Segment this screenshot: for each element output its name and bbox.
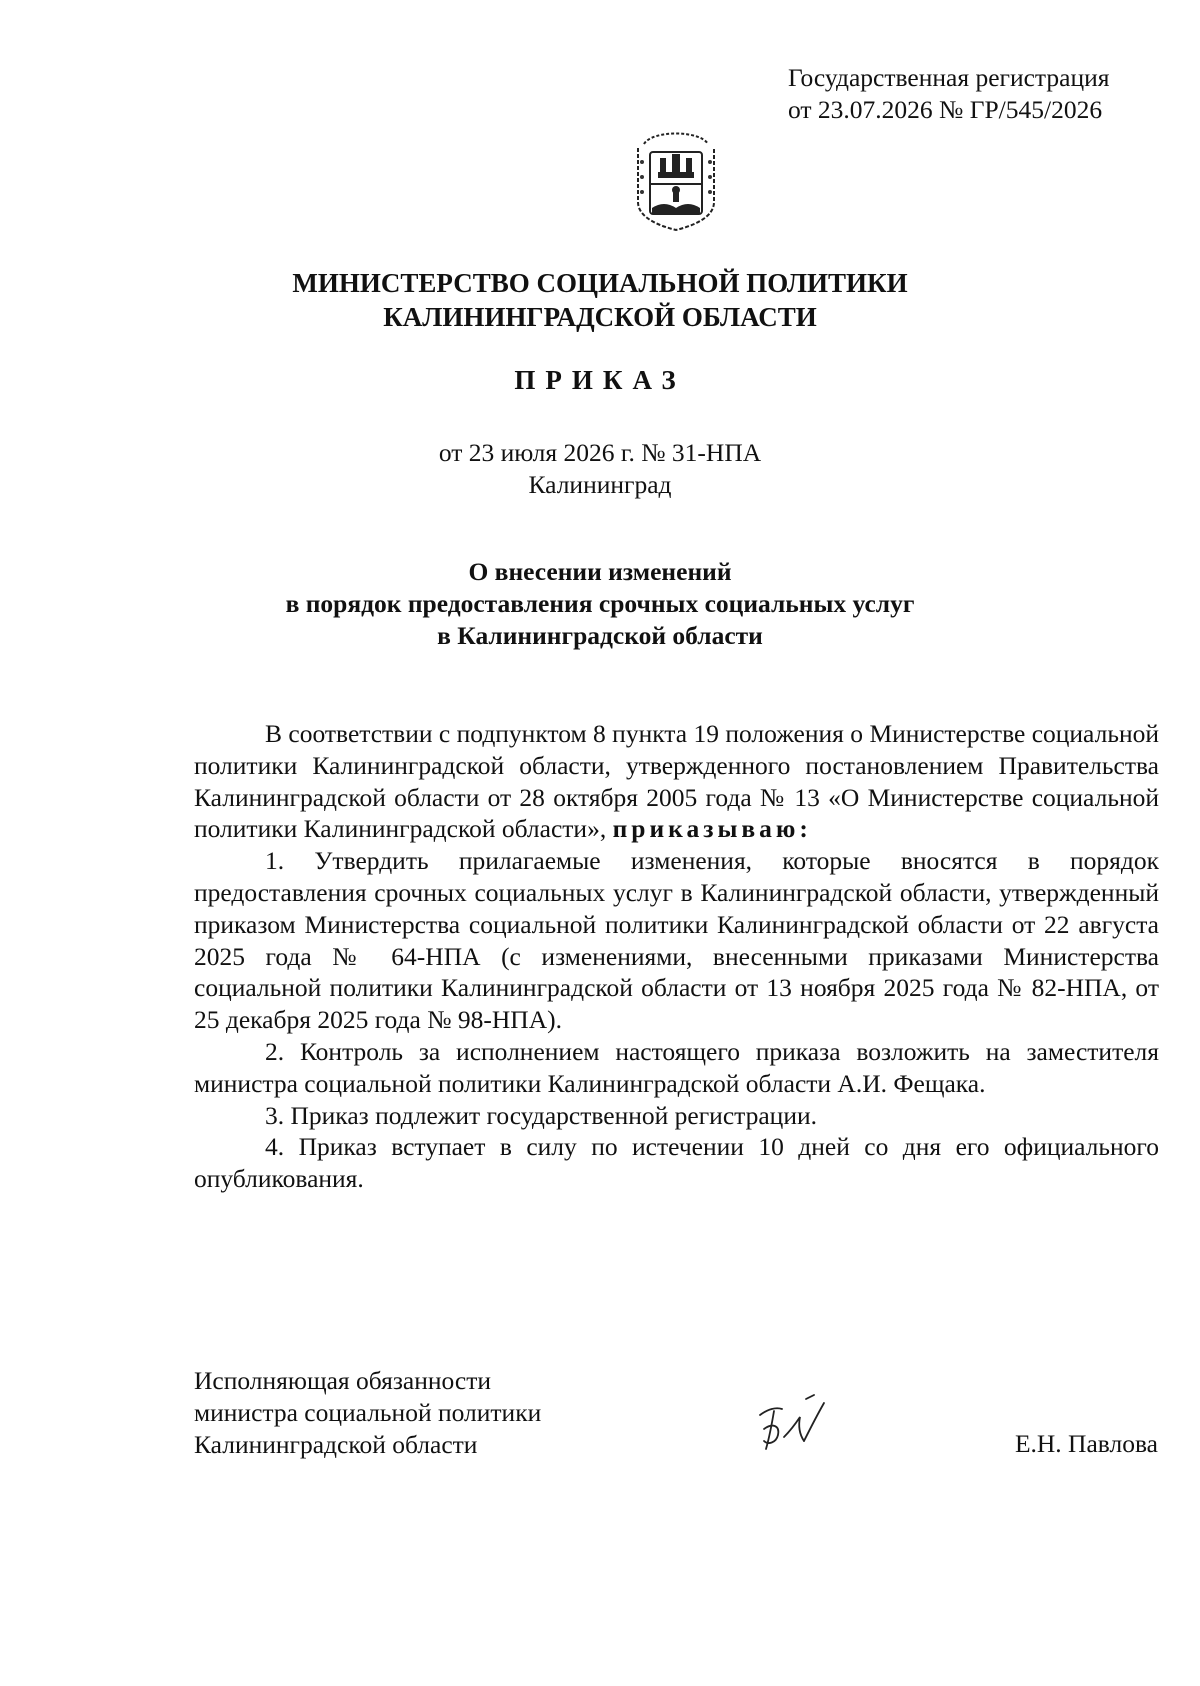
ministry-line-1: МИНИСТЕРСТВО СОЦИАЛЬНОЙ ПОЛИТИКИ: [292, 268, 908, 298]
item-3-paragraph: 3. Приказ подлежит государственной регистрации.: [265, 1100, 817, 1130]
item-4-paragraph: 4. Приказ вступает в силу по истечении 10 дней со дня его официального опубликования.: [194, 1132, 1159, 1194]
document-body: [194, 718, 1159, 1195]
handwritten-signature-icon: [754, 1393, 836, 1455]
item-2-paragraph: 2. Контроль за исполнением настоящего приказа возложить на заместителя министра социальной политики Калининградской области А.И. Фещака.: [194, 1036, 1159, 1098]
signer-title-line-1: Исполняющая обязанности: [194, 1366, 491, 1395]
signer-title-line-2: министра социальной политики: [194, 1397, 542, 1427]
date-and-place: [0, 437, 1200, 501]
registration-line-1: Государственная регистрация: [788, 63, 1110, 92]
document-date-number: от 23 июля 2026 г. № 31-НПА: [438, 438, 762, 467]
subject-line-2: в порядок предоставления срочных социальных услуг: [285, 589, 915, 618]
ministry-line-2: КАЛИНИНГРАДСКОЙ ОБЛАСТИ: [383, 302, 817, 332]
subject-line-3: в Калининградской области: [437, 621, 763, 650]
subject-line-1: О внесении изменений: [468, 557, 732, 586]
preamble-text: В соответствии с подпунктом 8 пункта 19 положения о Министерстве социальной политики Калининградской области, утвержденного постановлением Правительства Калининградской области от 28 октября 2005 года № 13 «О Министерстве социальной политики Калининградской области»,: [194, 719, 1159, 844]
order-word: приказываю:: [612, 814, 812, 844]
registration-line-2: от 23.07.2026 № ГР/545/2026: [788, 95, 1103, 124]
signer-name: Е.Н. Павлова: [1014, 1429, 1158, 1458]
signer-title: [194, 1365, 541, 1460]
document-subject: [0, 556, 1200, 652]
signer-title-line-3: Калининградской области: [194, 1429, 478, 1459]
document-type: ПРИКАЗ: [514, 365, 686, 395]
document-city: Калининград: [528, 470, 672, 499]
coat-of-arms-icon: [630, 122, 722, 234]
registration-stamp: [788, 62, 1168, 126]
preamble-paragraph: [194, 718, 1159, 845]
item-1-paragraph: 1. Утвердить прилагаемые изменения, которые вносятся в порядок предоставления срочных социальных услуг в Калининградской области, утвержденный приказом Министерства социальной политики Калининградской области от 22 августа 2025 года № 64-НПА (с изменениями, внесенными приказами Министерства социальной политики Калининградской области от 13 ноября 2025 года № 82-НПА, от 25 декабря 2025 года № 98-НПА).: [194, 846, 1159, 1035]
ministry-name: [0, 266, 1200, 334]
